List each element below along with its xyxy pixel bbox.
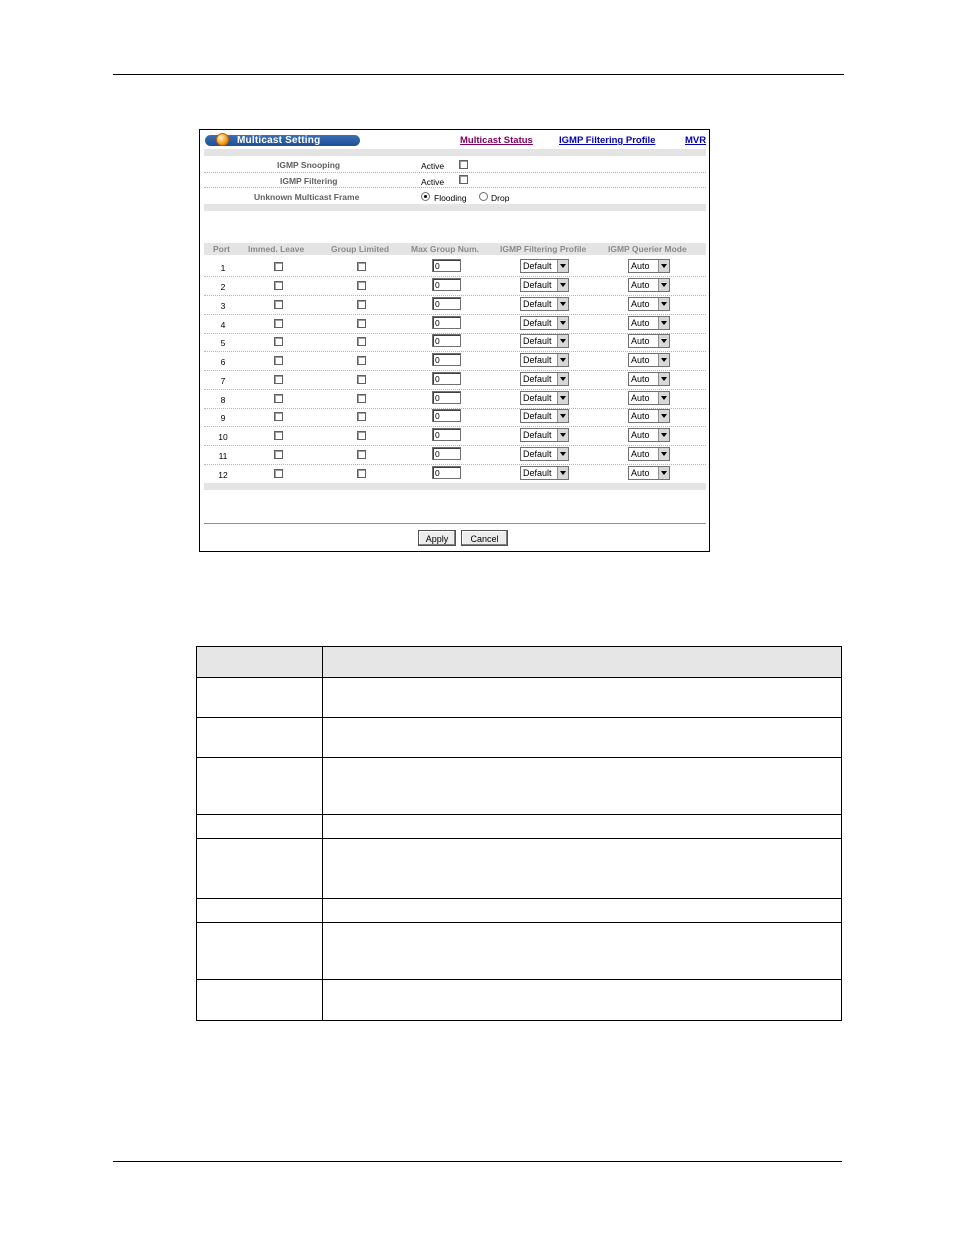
immed-leave-checkbox[interactable] <box>274 469 283 478</box>
filtering-profile-select[interactable] <box>520 391 569 405</box>
chevron-down-icon[interactable] <box>658 298 669 310</box>
immed-leave-checkbox[interactable] <box>274 262 283 271</box>
label-cell <box>197 839 323 899</box>
chevron-down-icon[interactable] <box>557 260 568 272</box>
group-limited-checkbox[interactable] <box>357 394 366 403</box>
port-number: 5 <box>220 338 226 348</box>
filtering-profile-select[interactable] <box>520 259 569 273</box>
immed-leave-checkbox[interactable] <box>274 450 283 459</box>
page-top-rule <box>113 74 844 75</box>
chevron-down-icon[interactable] <box>658 392 669 404</box>
header-band <box>204 149 706 156</box>
port-number: 8 <box>220 395 226 405</box>
chevron-down-icon[interactable] <box>557 279 568 291</box>
table-row <box>197 718 842 758</box>
header-cell <box>323 647 842 678</box>
table-row <box>204 407 706 427</box>
multicast-setting-screen <box>199 129 710 552</box>
multicast-status-link[interactable]: Multicast Status <box>460 135 533 146</box>
table-row <box>197 980 842 1021</box>
chevron-down-icon[interactable] <box>557 373 568 385</box>
group-limited-checkbox[interactable] <box>357 356 366 365</box>
selected-value: Default <box>523 430 552 440</box>
table-row <box>204 370 706 390</box>
igmp-filtering-label: IGMP Filtering <box>280 176 338 186</box>
description-cell <box>323 758 842 815</box>
querier-mode-select[interactable] <box>628 297 670 311</box>
table-row <box>197 815 842 839</box>
immed-leave-checkbox[interactable] <box>274 356 283 365</box>
label-cell <box>197 899 323 923</box>
table-row <box>204 389 706 409</box>
label-cell <box>197 758 323 815</box>
selected-value: Default <box>523 449 552 459</box>
filtering-profile-select[interactable] <box>520 372 569 386</box>
chevron-down-icon[interactable] <box>658 354 669 366</box>
filtering-profile-select[interactable] <box>520 297 569 311</box>
port-number: 2 <box>220 282 226 292</box>
selected-value: Default <box>523 355 552 365</box>
table-row <box>204 332 706 352</box>
filtering-profile-select[interactable] <box>520 447 569 461</box>
chevron-down-icon[interactable] <box>658 373 669 385</box>
filtering-profile-select[interactable] <box>520 409 569 423</box>
port-number: 6 <box>220 357 226 367</box>
filtering-profile-select[interactable] <box>520 334 569 348</box>
selected-value: Default <box>523 336 552 346</box>
selected-value: Default <box>523 318 552 328</box>
group-limited-checkbox[interactable] <box>357 431 366 440</box>
chevron-down-icon[interactable] <box>557 392 568 404</box>
igmp-snooping-active-label: Active <box>421 161 445 171</box>
group-limited-checkbox[interactable] <box>357 262 366 271</box>
col-port: Port <box>213 244 230 254</box>
flooding-radio[interactable] <box>421 192 430 201</box>
chevron-down-icon[interactable] <box>658 260 669 272</box>
igmp-snooping-label: IGMP Snooping <box>277 160 341 170</box>
igmp-snooping-checkbox[interactable] <box>459 160 468 169</box>
chevron-down-icon[interactable] <box>658 467 669 479</box>
group-limited-checkbox[interactable] <box>357 337 366 346</box>
selected-value: Auto <box>631 261 650 271</box>
querier-mode-select[interactable] <box>628 353 670 367</box>
table-row <box>204 257 706 277</box>
port-number: 9 <box>220 413 226 423</box>
selected-value: Default <box>523 411 552 421</box>
table-row <box>204 314 706 334</box>
immed-leave-checkbox[interactable] <box>274 375 283 384</box>
table-row <box>204 426 706 446</box>
selected-value: Auto <box>631 430 650 440</box>
querier-mode-select[interactable] <box>628 278 670 292</box>
drop-radio[interactable] <box>479 192 488 201</box>
col-group-limited: Group Limited <box>331 244 390 254</box>
group-limited-checkbox[interactable] <box>357 281 366 290</box>
max-group-num-input[interactable]: 0 <box>432 372 461 385</box>
header-cell <box>197 647 323 678</box>
description-cell <box>323 815 842 839</box>
filtering-profile-select[interactable] <box>520 428 569 442</box>
max-group-num-input[interactable]: 0 <box>432 447 461 460</box>
port-number: 12 <box>218 470 228 480</box>
table-row <box>197 678 842 718</box>
selected-value: Auto <box>631 299 650 309</box>
port-number: 4 <box>220 320 226 330</box>
flooding-label: Flooding <box>434 193 467 203</box>
group-limited-checkbox[interactable] <box>357 300 366 309</box>
immed-leave-checkbox[interactable] <box>274 281 283 290</box>
port-number: 10 <box>218 432 228 442</box>
col-immed-leave: Immed. Leave <box>248 244 305 254</box>
description-cell <box>323 678 842 718</box>
selected-value: Auto <box>631 449 650 459</box>
field-description-table <box>196 646 842 1021</box>
max-group-num-input[interactable]: 0 <box>432 409 461 422</box>
selected-value: Auto <box>631 336 650 346</box>
querier-mode-select[interactable] <box>628 428 670 442</box>
max-group-num-input[interactable]: 0 <box>432 334 461 347</box>
apply-button[interactable]: Apply <box>418 530 456 546</box>
selected-value: Default <box>523 468 552 478</box>
chevron-down-icon[interactable] <box>557 317 568 329</box>
group-limited-checkbox[interactable] <box>357 319 366 328</box>
chevron-down-icon[interactable] <box>557 429 568 441</box>
drop-label: Drop <box>491 193 510 203</box>
filtering-profile-select[interactable] <box>520 316 569 330</box>
igmp-filtering-profile-link[interactable]: IGMP Filtering Profile <box>559 135 656 146</box>
querier-mode-select[interactable] <box>628 372 670 386</box>
querier-mode-select[interactable] <box>628 447 670 461</box>
port-number: 1 <box>220 263 226 273</box>
page-bottom-rule <box>113 1161 842 1162</box>
label-cell <box>197 718 323 758</box>
description-cell <box>323 980 842 1021</box>
section-band <box>204 204 706 211</box>
querier-mode-select[interactable] <box>628 466 670 480</box>
group-limited-checkbox[interactable] <box>357 469 366 478</box>
chevron-down-icon[interactable] <box>658 279 669 291</box>
description-cell <box>323 718 842 758</box>
selected-value: Auto <box>631 355 650 365</box>
label-cell <box>197 980 323 1021</box>
max-group-num-input[interactable]: 0 <box>432 391 461 404</box>
chevron-down-icon[interactable] <box>557 335 568 347</box>
mvr-link[interactable]: MVR <box>685 135 707 146</box>
max-group-num-input[interactable]: 0 <box>432 297 461 310</box>
immed-leave-checkbox[interactable] <box>274 412 283 421</box>
title-orb-icon <box>216 133 229 146</box>
max-group-num-input[interactable]: 0 <box>432 428 461 441</box>
table-row <box>204 351 706 371</box>
table-row <box>204 464 706 484</box>
chevron-down-icon[interactable] <box>557 448 568 460</box>
immed-leave-checkbox[interactable] <box>274 431 283 440</box>
label-cell <box>197 923 323 980</box>
chevron-down-icon[interactable] <box>658 429 669 441</box>
filtering-profile-select[interactable] <box>520 466 569 480</box>
selected-value: Auto <box>631 411 650 421</box>
group-limited-checkbox[interactable] <box>357 450 366 459</box>
group-limited-checkbox[interactable] <box>357 412 366 421</box>
port-number: 3 <box>220 301 226 311</box>
button-divider <box>204 523 706 524</box>
chevron-down-icon[interactable] <box>658 335 669 347</box>
col-max-group-num: Max Group Num. <box>411 244 480 254</box>
table-row <box>197 899 842 923</box>
immed-leave-checkbox[interactable] <box>274 337 283 346</box>
chevron-down-icon[interactable] <box>557 298 568 310</box>
selected-value: Default <box>523 280 552 290</box>
port-number: 7 <box>220 376 226 386</box>
max-group-num-input[interactable]: 0 <box>432 259 461 272</box>
chevron-down-icon[interactable] <box>658 448 669 460</box>
divider <box>204 172 706 173</box>
port-number: 11 <box>218 451 228 461</box>
querier-mode-select[interactable] <box>628 316 670 330</box>
querier-mode-select[interactable] <box>628 409 670 423</box>
col-igmp-querier-mode: IGMP Querier Mode <box>608 244 687 254</box>
table-header-row <box>197 647 842 678</box>
title-bar <box>205 135 360 146</box>
label-cell <box>197 815 323 839</box>
igmp-filtering-checkbox[interactable] <box>459 175 468 184</box>
selected-value: Auto <box>631 318 650 328</box>
igmp-filtering-active-label: Active <box>421 177 445 187</box>
description-cell <box>323 899 842 923</box>
table-row <box>197 758 842 815</box>
querier-mode-select[interactable] <box>628 334 670 348</box>
max-group-num-input[interactable]: 0 <box>432 353 461 366</box>
max-group-num-input[interactable]: 0 <box>432 466 461 479</box>
selected-value: Default <box>523 261 552 271</box>
max-group-num-input[interactable]: 0 <box>432 278 461 291</box>
selected-value: Auto <box>631 468 650 478</box>
selected-value: Auto <box>631 280 650 290</box>
selected-value: Auto <box>631 374 650 384</box>
table-row <box>204 295 706 315</box>
chevron-down-icon[interactable] <box>557 354 568 366</box>
cancel-button[interactable]: Cancel <box>461 530 508 546</box>
unknown-multicast-frame-label: Unknown Multicast Frame <box>254 192 360 202</box>
table-row <box>204 276 706 296</box>
group-limited-checkbox[interactable] <box>357 375 366 384</box>
description-cell <box>323 839 842 899</box>
immed-leave-checkbox[interactable] <box>274 300 283 309</box>
chevron-down-icon[interactable] <box>658 317 669 329</box>
immed-leave-checkbox[interactable] <box>274 319 283 328</box>
col-igmp-filtering-profile: IGMP Filtering Profile <box>500 244 587 254</box>
filtering-profile-select[interactable] <box>520 353 569 367</box>
selected-value: Default <box>523 374 552 384</box>
table-row <box>204 445 706 465</box>
table-row <box>197 923 842 980</box>
table-footer-band <box>204 483 706 490</box>
chevron-down-icon[interactable] <box>557 467 568 479</box>
table-row <box>197 839 842 899</box>
chevron-down-icon[interactable] <box>557 410 568 422</box>
querier-mode-select[interactable] <box>628 391 670 405</box>
selected-value: Auto <box>631 393 650 403</box>
selected-value: Default <box>523 393 552 403</box>
immed-leave-checkbox[interactable] <box>274 394 283 403</box>
page-title: Multicast Setting <box>237 135 321 146</box>
label-cell <box>197 678 323 718</box>
filtering-profile-select[interactable] <box>520 278 569 292</box>
querier-mode-select[interactable] <box>628 259 670 273</box>
description-cell <box>323 923 842 980</box>
max-group-num-input[interactable]: 0 <box>432 316 461 329</box>
divider <box>204 187 706 188</box>
chevron-down-icon[interactable] <box>658 410 669 422</box>
selected-value: Default <box>523 299 552 309</box>
